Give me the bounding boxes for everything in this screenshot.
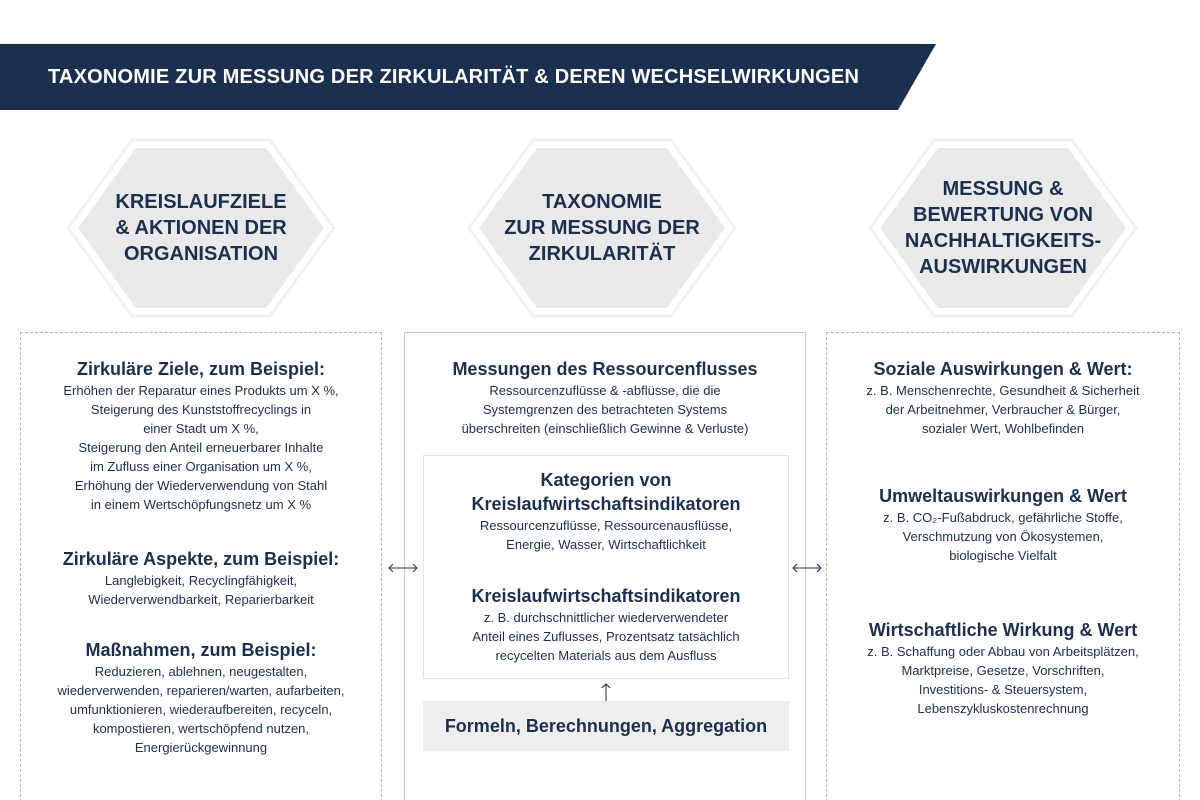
body-line: Langlebigkeit, Recyclingfähigkeit, bbox=[104, 573, 298, 588]
hexagon-line: TAXONOMIE bbox=[542, 191, 662, 213]
section-circular-goals bbox=[21, 357, 381, 514]
section-environmental-impact bbox=[827, 484, 1179, 565]
body-line: kompostieren, wertschöpfend nutzen, bbox=[92, 721, 310, 736]
body-line: im Zufluss einer Organisation um X %, bbox=[90, 459, 312, 474]
title-banner bbox=[0, 44, 936, 110]
hexagon-line: BEWERTUNG VON bbox=[913, 204, 1093, 226]
hexagon-line: ZIRKULARITÄT bbox=[528, 243, 676, 265]
body-line: wiederverwenden, reparieren/warten, aufarbeiten, bbox=[57, 683, 345, 698]
section-title: Zirkuläre Ziele, zum Beispiel: bbox=[76, 359, 326, 379]
section-title: Zirkuläre Aspekte, zum Beispiel: bbox=[62, 549, 340, 569]
hexagon-line: KREISLAUFZIELE bbox=[115, 191, 287, 213]
body-line: Erhöhung der Wiederverwendung von Stahl bbox=[74, 478, 328, 493]
section-body bbox=[21, 381, 381, 514]
section-body bbox=[21, 571, 381, 609]
body-line: z. B. CO₂-Fußabdruck, gefährliche Stoffe, bbox=[883, 510, 1123, 525]
hexagon-line: MESSUNG & bbox=[942, 178, 1064, 200]
hexagon-label bbox=[467, 138, 737, 318]
hexagon-label bbox=[868, 138, 1138, 318]
body-line: Wiederverwendbarkeit, Reparierbarkeit bbox=[88, 592, 314, 607]
section-body bbox=[827, 381, 1179, 438]
section-economic-impact bbox=[827, 618, 1179, 718]
body-line: Reduzieren, ablehnen, neugestalten, bbox=[94, 664, 308, 679]
column-taxonomy bbox=[404, 332, 806, 800]
body-line: Ressourcenzuflüsse, Ressourcenausflüsse, bbox=[479, 518, 733, 533]
body-line: Ressourcenzuflüsse & -abflüsse, die die bbox=[489, 383, 721, 398]
body-line: Energie, Wasser, Wirtschaftlichkeit bbox=[506, 537, 706, 552]
body-line: sozialer Wert, Wohlbefinden bbox=[921, 421, 1085, 436]
column-organisation-goals bbox=[20, 332, 382, 800]
hexagon-sustainability-impact bbox=[868, 138, 1138, 318]
section-body bbox=[21, 662, 381, 757]
column-sustainability-impact bbox=[826, 332, 1180, 800]
body-line: recycelten Materials aus dem Ausfluss bbox=[495, 648, 717, 663]
section-title: Wirtschaftliche Wirkung & Wert bbox=[868, 620, 1138, 640]
hexagon-organisation-goals bbox=[66, 138, 336, 318]
section-title: Maßnahmen, zum Beispiel: bbox=[85, 640, 317, 660]
section-title: Messungen des Ressourcenflusses bbox=[452, 359, 758, 379]
section-body bbox=[405, 381, 805, 438]
horizontal-double-arrow-icon bbox=[790, 560, 824, 576]
body-line: überschreiten (einschließlich Gewinne & Verluste) bbox=[461, 421, 749, 436]
section-social-impact bbox=[827, 357, 1179, 438]
title-line: Kategorien von bbox=[540, 470, 672, 490]
body-line: biologische Vielfalt bbox=[949, 548, 1057, 563]
hexagon-line: AUSWIRKUNGEN bbox=[919, 256, 1087, 278]
section-indicators bbox=[424, 584, 788, 665]
section-title: Soziale Auswirkungen & Wert: bbox=[873, 359, 1133, 379]
body-line: z. B. Menschenrechte, Gesundheit & Sicherheit bbox=[866, 383, 1140, 398]
formula-box: Formeln, Berechnungen, Aggregation bbox=[423, 701, 789, 751]
section-body bbox=[424, 516, 788, 554]
body-line: Verschmutzung von Ökosystemen, bbox=[902, 529, 1104, 544]
hexagon-taxonomy bbox=[467, 138, 737, 318]
section-body bbox=[424, 608, 788, 665]
title-line: Kreislaufwirtschaftsindikatoren bbox=[471, 494, 741, 514]
body-line: Systemgrenzen des betrachteten Systems bbox=[482, 402, 728, 417]
body-line: Investitions- & Steuersystem, bbox=[918, 682, 1088, 697]
body-line: einer Stadt um X %, bbox=[143, 421, 259, 436]
body-line: umfunktionieren, wiederaufbereiten, recyceln, bbox=[69, 702, 333, 717]
section-measures bbox=[21, 638, 381, 757]
section-circular-aspects bbox=[21, 547, 381, 609]
body-line: in einem Wertschöpfungsnetz um X % bbox=[90, 497, 312, 512]
section-indicator-categories bbox=[424, 468, 788, 554]
body-line: Marktpreise, Gesetze, Vorschriften, bbox=[901, 663, 1105, 678]
body-line: Steigerung den Anteil erneuerbarer Inhalte bbox=[78, 440, 324, 455]
section-resource-flow bbox=[405, 357, 805, 438]
body-line: Energierückgewinnung bbox=[134, 740, 268, 755]
section-title bbox=[424, 468, 788, 516]
body-line: z. B. Schaffung oder Abbau von Arbeitsplätzen, bbox=[867, 644, 1139, 659]
hexagon-label bbox=[66, 138, 336, 318]
section-title: Kreislaufwirtschaftsindikatoren bbox=[471, 586, 741, 606]
body-line: der Arbeitnehmer, Verbraucher & Bürger, bbox=[885, 402, 1121, 417]
section-title: Umweltauswirkungen & Wert bbox=[879, 486, 1127, 506]
horizontal-double-arrow-icon bbox=[386, 560, 420, 576]
section-body bbox=[827, 642, 1179, 718]
hexagon-line: NACHHALTIGKEITS- bbox=[904, 230, 1102, 252]
body-line: Erhöhen der Reparatur eines Produkts um X %, bbox=[63, 383, 339, 398]
body-line: z. B. durchschnittlicher wiederverwendeter bbox=[483, 610, 729, 625]
hexagon-line: ORGANISATION bbox=[123, 243, 279, 265]
banner-title: TAXONOMIE ZUR MESSUNG DER ZIRKULARITÄT & DEREN WECHSELWIRKUNGEN bbox=[48, 66, 860, 88]
body-line: Steigerung des Kunststoffrecyclings in bbox=[90, 402, 312, 417]
hexagon-line: ZUR MESSUNG DER bbox=[504, 217, 700, 239]
hexagon-line: & AKTIONEN DER bbox=[115, 217, 287, 239]
body-line: Lebenszykluskostenrechnung bbox=[917, 701, 1089, 716]
indicator-box bbox=[423, 455, 789, 679]
body-line: Anteil eines Zuflusses, Prozentsatz tatsächlich bbox=[472, 629, 740, 644]
section-body bbox=[827, 508, 1179, 565]
